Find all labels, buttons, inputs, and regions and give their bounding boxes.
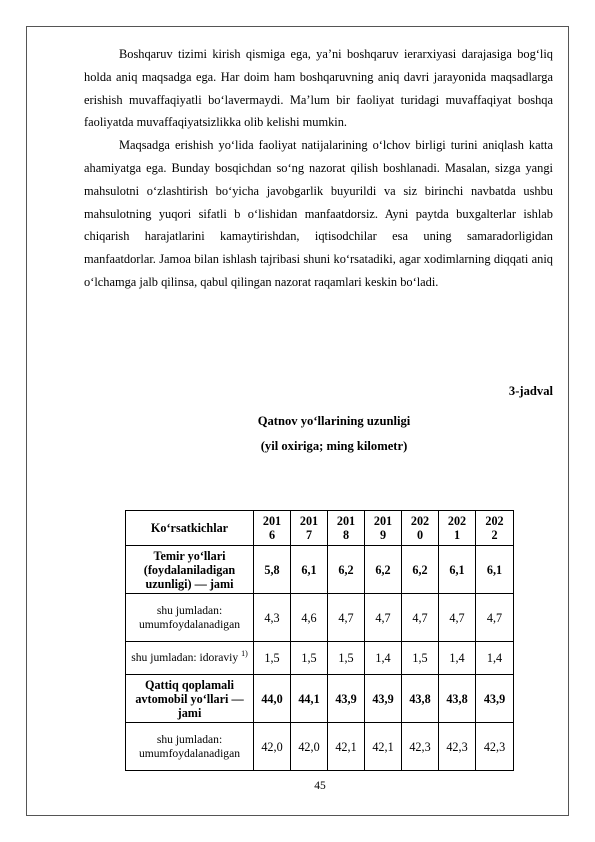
table-cell: 1,5 — [402, 642, 439, 675]
table-cell: 6,2 — [402, 546, 439, 594]
row-label: Temir yo‘llari (foydalaniladigan uzunligi) — jami — [126, 546, 254, 594]
header-label: Ko‘rsatkichlar — [126, 511, 254, 546]
table-cell: 1,5 — [328, 642, 365, 675]
table-reference: 3-jadval — [508, 384, 553, 398]
row-label: Qattiq qoplamali avtomobil yo‘llari — jami — [126, 675, 254, 723]
table-cell: 44,1 — [291, 675, 328, 723]
header-year — [439, 511, 476, 546]
table-cell: 42,1 — [328, 723, 365, 771]
table-cell: 6,1 — [476, 546, 514, 594]
table-cell: 4,6 — [291, 594, 328, 642]
table-cell: 1,4 — [439, 642, 476, 675]
table-cell: 1,5 — [254, 642, 291, 675]
table-cell: 4,7 — [402, 594, 439, 642]
body-text — [84, 43, 553, 294]
year-label: 201 8 — [336, 514, 356, 542]
year-label: 201 7 — [299, 514, 319, 542]
table-cell: 1,5 — [291, 642, 328, 675]
table-cell: 4,7 — [476, 594, 514, 642]
table-row — [126, 642, 514, 675]
page-number: 45 — [314, 780, 326, 792]
header-year — [291, 511, 328, 546]
header-year — [328, 511, 365, 546]
table-header-row — [126, 511, 514, 546]
paragraph-1: Boshqaruv tizimi kirish qismiga ega, ya’ni boshqaruv ierarxiyasi darajasiga bog‘liq holda aniq maqsadga ega. Har doim ham boshqaruvning aniq davri jarayonida maqsadlarga erishish muvaffaqiyatli bo‘lavermaydi. Ma’lum bir faoliyat turidagi muvaffaqiyat boshqa faoliyatda muvaffaqiyatsizlikka olib kelishi mumkin. — [84, 47, 553, 130]
header-year — [402, 511, 439, 546]
paragraph-2: Maqsadga erishish yo‘lida faoliyat natijalarining o‘lchov birligi turini aniqlash katta ahamiyatga ega. Bunday bosqichdan so‘ng nazorat qilish boshlanadi. Masalan, sizga yangi mahsulotni o‘zlashtirish bo‘yicha javobgarlik buyurildi va siz birinchi navbatda ushbu mahsulotning yuqori sifatli b o‘lishidan manfaatdorsiz. Ayni paytda buxgalterlar ishlab chiqarish harajatlarini kamaytirishdan, iqtisodchilar esa uning samaradorligidan manfaatdorlar. Jamoa bilan ishlash tajribasi shuni ko‘rsatadiki, agar xodimlarning diqqati aniq o‘lchamga jalb qilinsa, qabul qilingan nazorat raqamlari keskin bo‘ladi. — [84, 138, 553, 289]
row-label-text: shu jumladan: idoraviy — [131, 651, 239, 664]
table-cell: 43,9 — [365, 675, 402, 723]
table-cell: 4,7 — [365, 594, 402, 642]
table-cell: 5,8 — [254, 546, 291, 594]
year-label: 202 1 — [447, 514, 467, 542]
table-cell: 44,0 — [254, 675, 291, 723]
table-cell: 4,3 — [254, 594, 291, 642]
table-cell: 6,1 — [291, 546, 328, 594]
table-cell: 42,0 — [254, 723, 291, 771]
table-cell: 4,7 — [328, 594, 365, 642]
table-cell: 43,8 — [439, 675, 476, 723]
table-cell: 43,8 — [402, 675, 439, 723]
table-cell: 42,0 — [291, 723, 328, 771]
data-table — [125, 510, 514, 771]
table-row — [126, 675, 514, 723]
table-cell: 42,3 — [402, 723, 439, 771]
header-year — [476, 511, 514, 546]
table-cell: 43,9 — [476, 675, 514, 723]
table-row — [126, 723, 514, 771]
footnote-marker: 1) — [241, 649, 248, 659]
table-cell: 42,3 — [476, 723, 514, 771]
table-cell: 1,4 — [365, 642, 402, 675]
table-cell: 1,4 — [476, 642, 514, 675]
table-cell: 6,1 — [439, 546, 476, 594]
year-label: 201 9 — [373, 514, 393, 542]
table-cell: 6,2 — [328, 546, 365, 594]
year-label: 202 0 — [410, 514, 430, 542]
row-label: shu jumladan: umumfoydalanadigan — [126, 594, 254, 642]
table-cell: 42,1 — [365, 723, 402, 771]
table-row — [126, 546, 514, 594]
table-title-line-2: (yil oxiriga; ming kilometr) — [260, 439, 408, 453]
row-label — [126, 642, 254, 675]
table-cell: 4,7 — [439, 594, 476, 642]
table-row — [126, 594, 514, 642]
row-label: shu jumladan: umumfoydalanadigan — [126, 723, 254, 771]
table-cell: 6,2 — [365, 546, 402, 594]
table-title — [84, 409, 584, 459]
table-title-line-1: Qatnov yo‘llarining uzunligi — [257, 414, 411, 428]
header-year — [254, 511, 291, 546]
table-cell: 42,3 — [439, 723, 476, 771]
header-year — [365, 511, 402, 546]
table-cell: 43,9 — [328, 675, 365, 723]
year-label: 201 6 — [262, 514, 282, 542]
year-label: 202 2 — [485, 514, 504, 542]
